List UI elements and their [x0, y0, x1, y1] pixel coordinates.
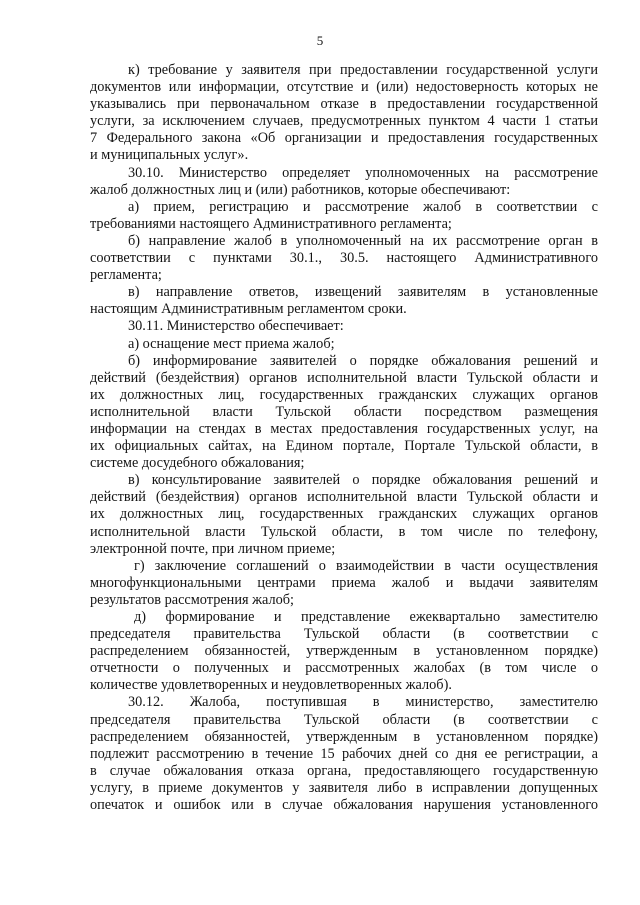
text-line: г) заключение соглашений о взаимодействии в части осуществления: [134, 557, 598, 574]
text-line: и муниципальных услуг».: [90, 147, 249, 164]
text-line: регламента;: [90, 267, 162, 284]
text-line: услугу, в приеме документов у заявителя либо в исправлении допущенных: [90, 779, 598, 796]
text-line: в) консультирование заявителей о порядке обжалования решений и: [128, 472, 598, 489]
text-line: информации на стендах в местах предоставления государственных услуг, на: [90, 420, 598, 437]
text-line: требованиями настоящего Административного регламента;: [90, 215, 452, 232]
text-line: председателя правительства Тульской области (в соответствии с: [90, 711, 598, 728]
text-line: настоящим Административным регламентом сроки.: [90, 301, 407, 318]
text-line: в случае обжалования отказа органа, предоставляющего государственную: [90, 762, 598, 779]
text-line: указывались при первоначальном отказе в предоставлении государственной: [90, 96, 598, 113]
text-line: действий (бездействия) органов исполнительной власти Тульской области и: [90, 369, 598, 386]
text-line: соответствии с пунктами 30.1., 30.5. настоящего Административного: [90, 250, 598, 267]
text-line: действий (бездействия) органов исполнительной власти Тульской области и: [90, 489, 598, 506]
text-line: подлежит рассмотрению в течение 15 рабочих дней со дня ее регистрации, а: [90, 745, 598, 762]
text-line: б) информирование заявителей о порядке обжалования решений и: [128, 352, 598, 369]
text-line: их официальных сайтах, на Едином портале, Портале Тульской области, в: [90, 438, 598, 455]
text-line: электронной почте, при личном приеме;: [90, 540, 336, 557]
text-line: 30.12. Жалоба, поступившая в министерство, заместителю: [128, 694, 598, 711]
text-line: 30.11. Министерство обеспечивает:: [128, 318, 344, 335]
text-line: председателя правительства Тульской области (в соответствии с: [90, 626, 598, 643]
text-line: количестве удовлетворенных и неудовлетворенных жалоб).: [90, 677, 452, 694]
text-line: отчетности о полученных и рассмотренных жалобах (в том числе о: [90, 660, 598, 677]
text-line: исполнительной власти Тульской области посредством размещения: [90, 403, 598, 420]
text-line: результатов рассмотрения жалоб;: [90, 591, 295, 608]
text-line: в) направление ответов, извещений заявителям в установленные: [128, 284, 598, 301]
text-line: 7 Федерального закона «Об организации и предоставления государственных: [90, 130, 598, 147]
text-line: а) прием, регистрацию и рассмотрение жалоб в соответствии с: [128, 198, 598, 215]
text-line: услуги, за исключением случаев, предусмотренных пунктом 4 части 1 статьи: [90, 113, 598, 130]
text-line: их должностных лиц, государственных гражданских служащих органов: [90, 386, 598, 403]
text-line: б) направление жалоб в уполномоченный на их рассмотрение орган в: [128, 232, 598, 249]
text-line: многофункциональными центрами приема жалоб и выдачи заявителям: [90, 574, 598, 591]
text-line: д) формирование и представление ежеквартально заместителю: [134, 609, 598, 625]
text-line: распределением обязанностей, утвержденным в установленном порядке): [90, 643, 598, 660]
text-line: исполнительной власти Тульской области, в том числе по телефону,: [90, 523, 598, 540]
document-body: [90, 62, 598, 814]
text-line: к) требование у заявителя при предоставлении государственной услуги: [128, 62, 598, 78]
text-line: их должностных лиц, государственных гражданских служащих органов: [90, 506, 598, 523]
text-line: а) оснащение мест приема жалоб;: [128, 335, 335, 352]
text-line: документов или информации, отсутствие и (или) недостоверность которых не: [90, 79, 598, 96]
text-line: жалоб должностных лиц и (или) работников, которые обеспечивают:: [90, 181, 511, 198]
page-number: 5: [316, 33, 324, 48]
text-line: опечаток и ошибок или в случае обжалования нарушения установленного: [90, 797, 598, 814]
text-line: распределением обязанностей, утвержденным в установленном порядке): [90, 728, 598, 745]
text-line: системе досудебного обжалования;: [90, 455, 305, 472]
text-line: 30.10. Министерство определяет уполномоченных на рассмотрение: [128, 164, 598, 181]
